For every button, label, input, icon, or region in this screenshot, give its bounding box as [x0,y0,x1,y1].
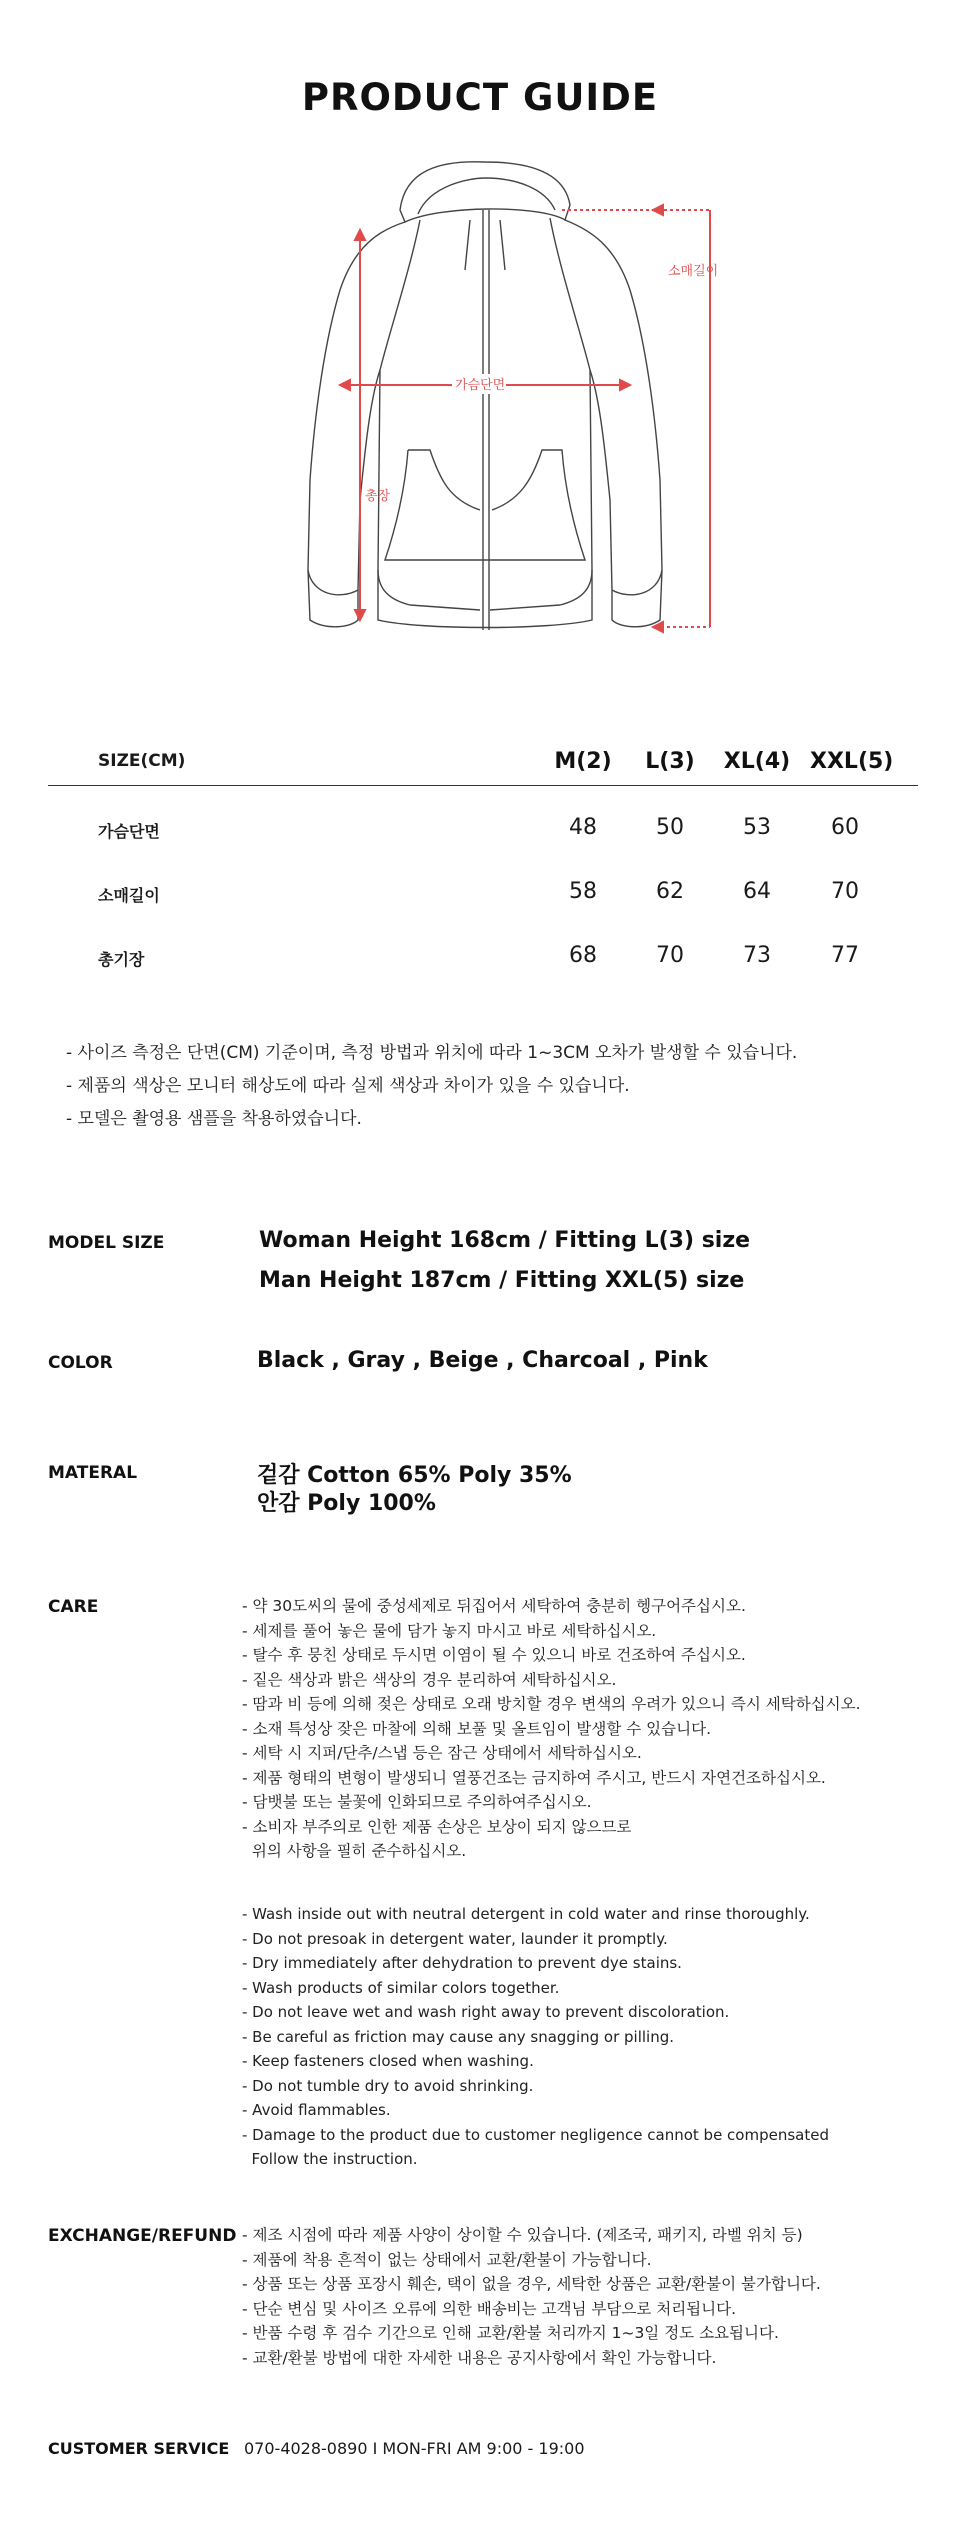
table-cell: 58 [569,879,597,904]
care-line: - Keep fasteners closed when washing. [242,2052,534,2070]
table-divider [48,785,918,786]
care-line: - Dry immediately after dehydration to prevent dye stains. [242,1954,682,1972]
size-header-m: M(2) [554,749,612,774]
care-line: - 탈수 후 뭉친 상태로 두시면 이염이 될 수 있으니 바로 건조하여 주십시오. [242,1646,746,1664]
note-line: - 모델은 촬영용 샘플을 착용하였습니다. [66,1109,362,1129]
model-size-label: MODEL SIZE [48,1233,165,1253]
note-line: - 제품의 색상은 모니터 해상도에 따라 실제 색상과 차이가 있을 수 있습니다. [66,1076,630,1096]
color-label: COLOR [48,1353,113,1373]
exchange-line: - 반품 수령 후 검수 기간으로 인해 교환/환불 처리까지 1~3일 정도 소요됩니다. [242,2324,779,2342]
exchange-line: - 단순 변심 및 사이즈 오류에 의한 배송비는 고객님 부담으로 처리됩니다. [242,2299,737,2318]
size-header-label: SIZE(CM) [98,751,186,771]
exchange-line: - 교환/환불 방법에 대한 자세한 내용은 공지사항에서 확인 가능합니다. [242,2348,717,2367]
care-line: - Be careful as friction may cause any snagging or pilling. [242,2027,675,2046]
table-cell: 60 [831,815,859,840]
care-line: - Wash products of similar colors together. [242,1978,560,1997]
sleeve-length-label: 소매길이 [668,264,719,279]
body-right-outline [565,220,662,595]
color-value: Black , Gray , Beige , Charcoal , Pink [257,1348,708,1373]
care-line: - Do not tumble dry to avoid shrinking. [242,2076,534,2095]
table-cell: 64 [743,879,771,904]
table-cell: 73 [743,943,771,968]
table-cell: 70 [656,943,684,968]
care-line: - Damage to the product due to customer negligence cannot be compensated [242,2125,829,2144]
care-line: - Avoid flammables. [242,2101,391,2119]
total-length-label: 총장 [365,489,391,504]
exchange-text [242,2223,821,2370]
material-label: MATERAL [48,1463,138,1483]
table-cell: 50 [656,815,684,840]
care-line: - 소재 특성상 잦은 마찰에 의해 보풀 및 올트임이 발생할 수 있습니다. [242,1719,711,1738]
table-cell: 68 [569,943,597,968]
size-header-xxl: XXL(5) [810,749,894,774]
care-korean [242,1594,861,1864]
care-line: - 담뱃불 또는 불꽃에 인화되므로 주의하여주십시오. [242,1793,592,1811]
care-line: - Do not leave wet and wash right away to prevent discoloration. [242,2003,730,2021]
material-line: 겉감 Cotton 65% Poly 35% [257,1463,572,1488]
note-line: - 사이즈 측정은 단면(CM) 기준이며, 측정 방법과 위치에 따라 1~3CM 오차가 발생할 수 있습니다. [66,1043,798,1063]
material-line: 안감 Poly 100% [257,1491,436,1516]
care-label: CARE [48,1597,99,1617]
table-row-label: 소매길이 [98,886,160,905]
care-line: - Do not presoak in detergent water, launder it promptly. [242,1929,668,1948]
care-line: - 짙은 색상과 밝은 색상의 경우 분리하여 세탁하십시오. [242,1670,617,1689]
exchange-label: EXCHANGE/REFUND [48,2226,237,2246]
care-line: 위의 사항을 필히 준수하십시오. [242,1842,467,1860]
table-cell: 48 [569,815,597,840]
hood-outline [400,162,570,222]
table-row-label: 총기장 [98,950,145,969]
model-size-line: Woman Height 168cm / Fitting L(3) size [259,1228,751,1253]
care-line: - 제품 형태의 변형이 발생되니 열풍건조는 금지하여 주시고, 반드시 자연건조하십시오. [242,1768,826,1787]
size-header-l: L(3) [645,749,695,774]
customer-service-value: 070-4028-0890 I MON-FRI AM 9:00 - 19:00 [244,2439,585,2458]
care-line: - 세탁 시 지퍼/단추/스냅 등은 잠근 상태에서 세탁하십시오. [242,1744,642,1762]
model-size-line: Man Height 187cm / Fitting XXL(5) size [259,1268,745,1293]
care-line: - 소비자 부주의로 인한 제품 손상은 보상이 되지 않으므로 [242,1817,632,1836]
care-line: - 세제를 풀어 놓은 물에 담가 놓지 마시고 바로 세탁하십시오. [242,1621,657,1640]
table-cell: 53 [743,815,771,840]
hoodie-diagram [300,150,720,670]
pocket-outline [385,450,585,560]
customer-service-label: CUSTOMER SERVICE [48,2439,230,2458]
exchange-line: - 제품에 착용 흔적이 없는 상태에서 교환/환불이 가능합니다. [242,2250,652,2269]
body-left-outline [308,222,405,595]
exchange-line: - 제조 시점에 따라 제품 사양이 상이할 수 있습니다. (제조국, 패키지, 라벨 위치 등) [242,2226,803,2244]
table-row-label: 가슴단면 [98,822,160,841]
exchange-line: - 상품 또는 상품 포장시 훼손, 택이 없을 경우, 세탁한 상품은 교환/환불이 불가합니다. [242,2275,821,2293]
care-line: Follow the instruction. [242,2150,418,2168]
care-line: - 약 30도씨의 물에 중성세제로 뒤집어서 세탁하여 충분히 헹구어주십시오. [242,1597,746,1615]
size-header-xl: XL(4) [723,749,791,774]
care-line: - 땀과 비 등에 의해 젖은 상태로 오래 방치할 경우 변색의 우려가 있으니 즉시 세탁하십시오. [242,1695,861,1713]
table-cell: 62 [656,879,684,904]
table-cell: 70 [831,879,859,904]
page-title: PRODUCT GUIDE [301,76,659,119]
table-cell: 77 [831,943,859,968]
care-line: - Wash inside out with neutral detergent in cold water and rinse thoroughly. [242,1905,810,1923]
care-english [242,1902,829,2172]
size-notes [66,1037,797,1136]
chest-width-label: 가슴단면 [455,378,506,393]
